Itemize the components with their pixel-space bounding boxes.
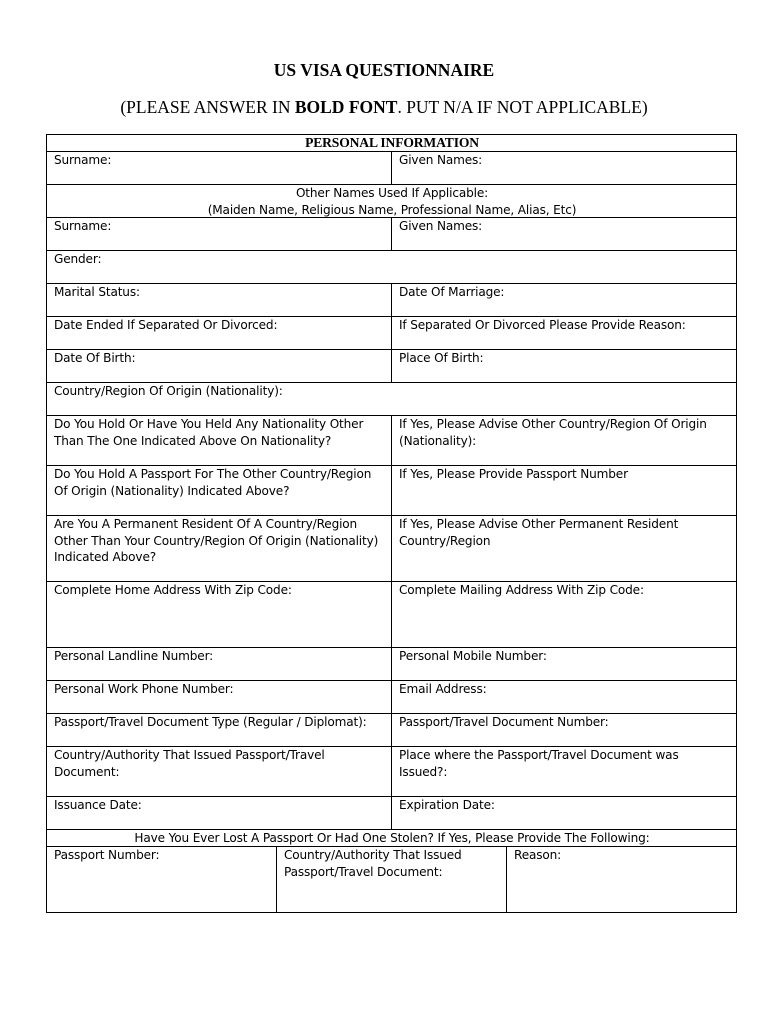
given-names-field[interactable]: Given Names: bbox=[392, 152, 737, 185]
mobile-field[interactable]: Personal Mobile Number: bbox=[392, 648, 737, 681]
section-personal-information: PERSONAL INFORMATION bbox=[47, 135, 737, 152]
form-row bbox=[47, 582, 737, 648]
subtitle-bold: BOLD FONT bbox=[294, 97, 398, 117]
form-row bbox=[47, 152, 737, 185]
section-header-row bbox=[47, 135, 737, 152]
other-names-line1: Other Names Used If Applicable: bbox=[295, 186, 489, 200]
subtitle-part2: . PUT N/A IF NOT APPLICABLE) bbox=[397, 97, 648, 117]
lost-reason-field[interactable]: Reason: bbox=[507, 847, 737, 913]
form-row bbox=[47, 681, 737, 714]
permanent-resident-yes-field[interactable]: If Yes, Please Advise Other Permanent Resident Country/Region bbox=[392, 516, 737, 582]
lost-passport-question: Have You Ever Lost A Passport Or Had One Stolen? If Yes, Please Provide The Following: bbox=[47, 830, 737, 847]
issuing-authority-field[interactable]: Country/Authority That Issued Passport/Travel Document: bbox=[47, 747, 392, 797]
work-phone-field[interactable]: Personal Work Phone Number: bbox=[47, 681, 392, 714]
form-row bbox=[47, 466, 737, 516]
other-nationality-question[interactable]: Do You Hold Or Have You Held Any Nationality Other Than The One Indicated Above On Nationality? bbox=[47, 416, 392, 466]
form-row bbox=[47, 251, 737, 284]
passport-other-yes-field[interactable]: If Yes, Please Provide Passport Number bbox=[392, 466, 737, 516]
questionnaire-form bbox=[46, 134, 737, 913]
issuance-date-field[interactable]: Issuance Date: bbox=[47, 797, 392, 830]
document-number-field[interactable]: Passport/Travel Document Number: bbox=[392, 714, 737, 747]
page-title: US VISA QUESTIONNAIRE bbox=[273, 60, 495, 80]
separated-reason-field[interactable]: If Separated Or Divorced Please Provide Reason: bbox=[392, 317, 737, 350]
page-subtitle bbox=[0, 97, 768, 118]
expiration-date-field[interactable]: Expiration Date: bbox=[392, 797, 737, 830]
date-ended-field[interactable]: Date Ended If Separated Or Divorced: bbox=[47, 317, 392, 350]
marital-status-field[interactable]: Marital Status: bbox=[47, 284, 392, 317]
subtitle-part1: (PLEASE ANSWER IN bbox=[120, 97, 295, 117]
other-surname-field[interactable]: Surname: bbox=[47, 218, 392, 251]
form-row bbox=[47, 847, 737, 913]
permanent-resident-question[interactable]: Are You A Permanent Resident Of A Country/Region Other Than Your Country/Region Of Origin (Nationality) Indicated Above? bbox=[47, 516, 392, 582]
form-row bbox=[47, 350, 737, 383]
other-given-names-field[interactable]: Given Names: bbox=[392, 218, 737, 251]
mailing-address-field[interactable]: Complete Mailing Address With Zip Code: bbox=[392, 582, 737, 648]
other-nationality-yes-field[interactable]: If Yes, Please Advise Other Country/Region Of Origin (Nationality): bbox=[392, 416, 737, 466]
form-row bbox=[47, 416, 737, 466]
form-row bbox=[47, 648, 737, 681]
lost-passport-number-field[interactable]: Passport Number: bbox=[47, 847, 277, 913]
form-row bbox=[47, 747, 737, 797]
gender-field[interactable]: Gender: bbox=[47, 251, 737, 284]
date-of-marriage-field[interactable]: Date Of Marriage: bbox=[392, 284, 737, 317]
lost-issuing-authority-field[interactable]: Country/Authority That Issued Passport/Travel Document: bbox=[277, 847, 507, 913]
document-type-field[interactable]: Passport/Travel Document Type (Regular / Diplomat): bbox=[47, 714, 392, 747]
form-row bbox=[47, 830, 737, 847]
form-row bbox=[47, 797, 737, 830]
place-issued-field[interactable]: Place where the Passport/Travel Document was Issued?: bbox=[392, 747, 737, 797]
email-field[interactable]: Email Address: bbox=[392, 681, 737, 714]
other-names-heading bbox=[47, 185, 737, 218]
form-row bbox=[47, 317, 737, 350]
country-origin-field[interactable]: Country/Region Of Origin (Nationality): bbox=[47, 383, 737, 416]
passport-other-question[interactable]: Do You Hold A Passport For The Other Country/Region Of Origin (Nationality) Indicated Above? bbox=[47, 466, 392, 516]
form-row bbox=[47, 284, 737, 317]
other-names-line2: (Maiden Name, Religious Name, Professional Name, Alias, Etc) bbox=[207, 202, 577, 217]
landline-field[interactable]: Personal Landline Number: bbox=[47, 648, 392, 681]
form-row bbox=[47, 714, 737, 747]
form-row bbox=[47, 218, 737, 251]
place-of-birth-field[interactable]: Place Of Birth: bbox=[392, 350, 737, 383]
form-row bbox=[47, 383, 737, 416]
home-address-field[interactable]: Complete Home Address With Zip Code: bbox=[47, 582, 392, 648]
form-row bbox=[47, 516, 737, 582]
surname-field[interactable]: Surname: bbox=[47, 152, 392, 185]
date-of-birth-field[interactable]: Date Of Birth: bbox=[47, 350, 392, 383]
form-row bbox=[47, 185, 737, 218]
